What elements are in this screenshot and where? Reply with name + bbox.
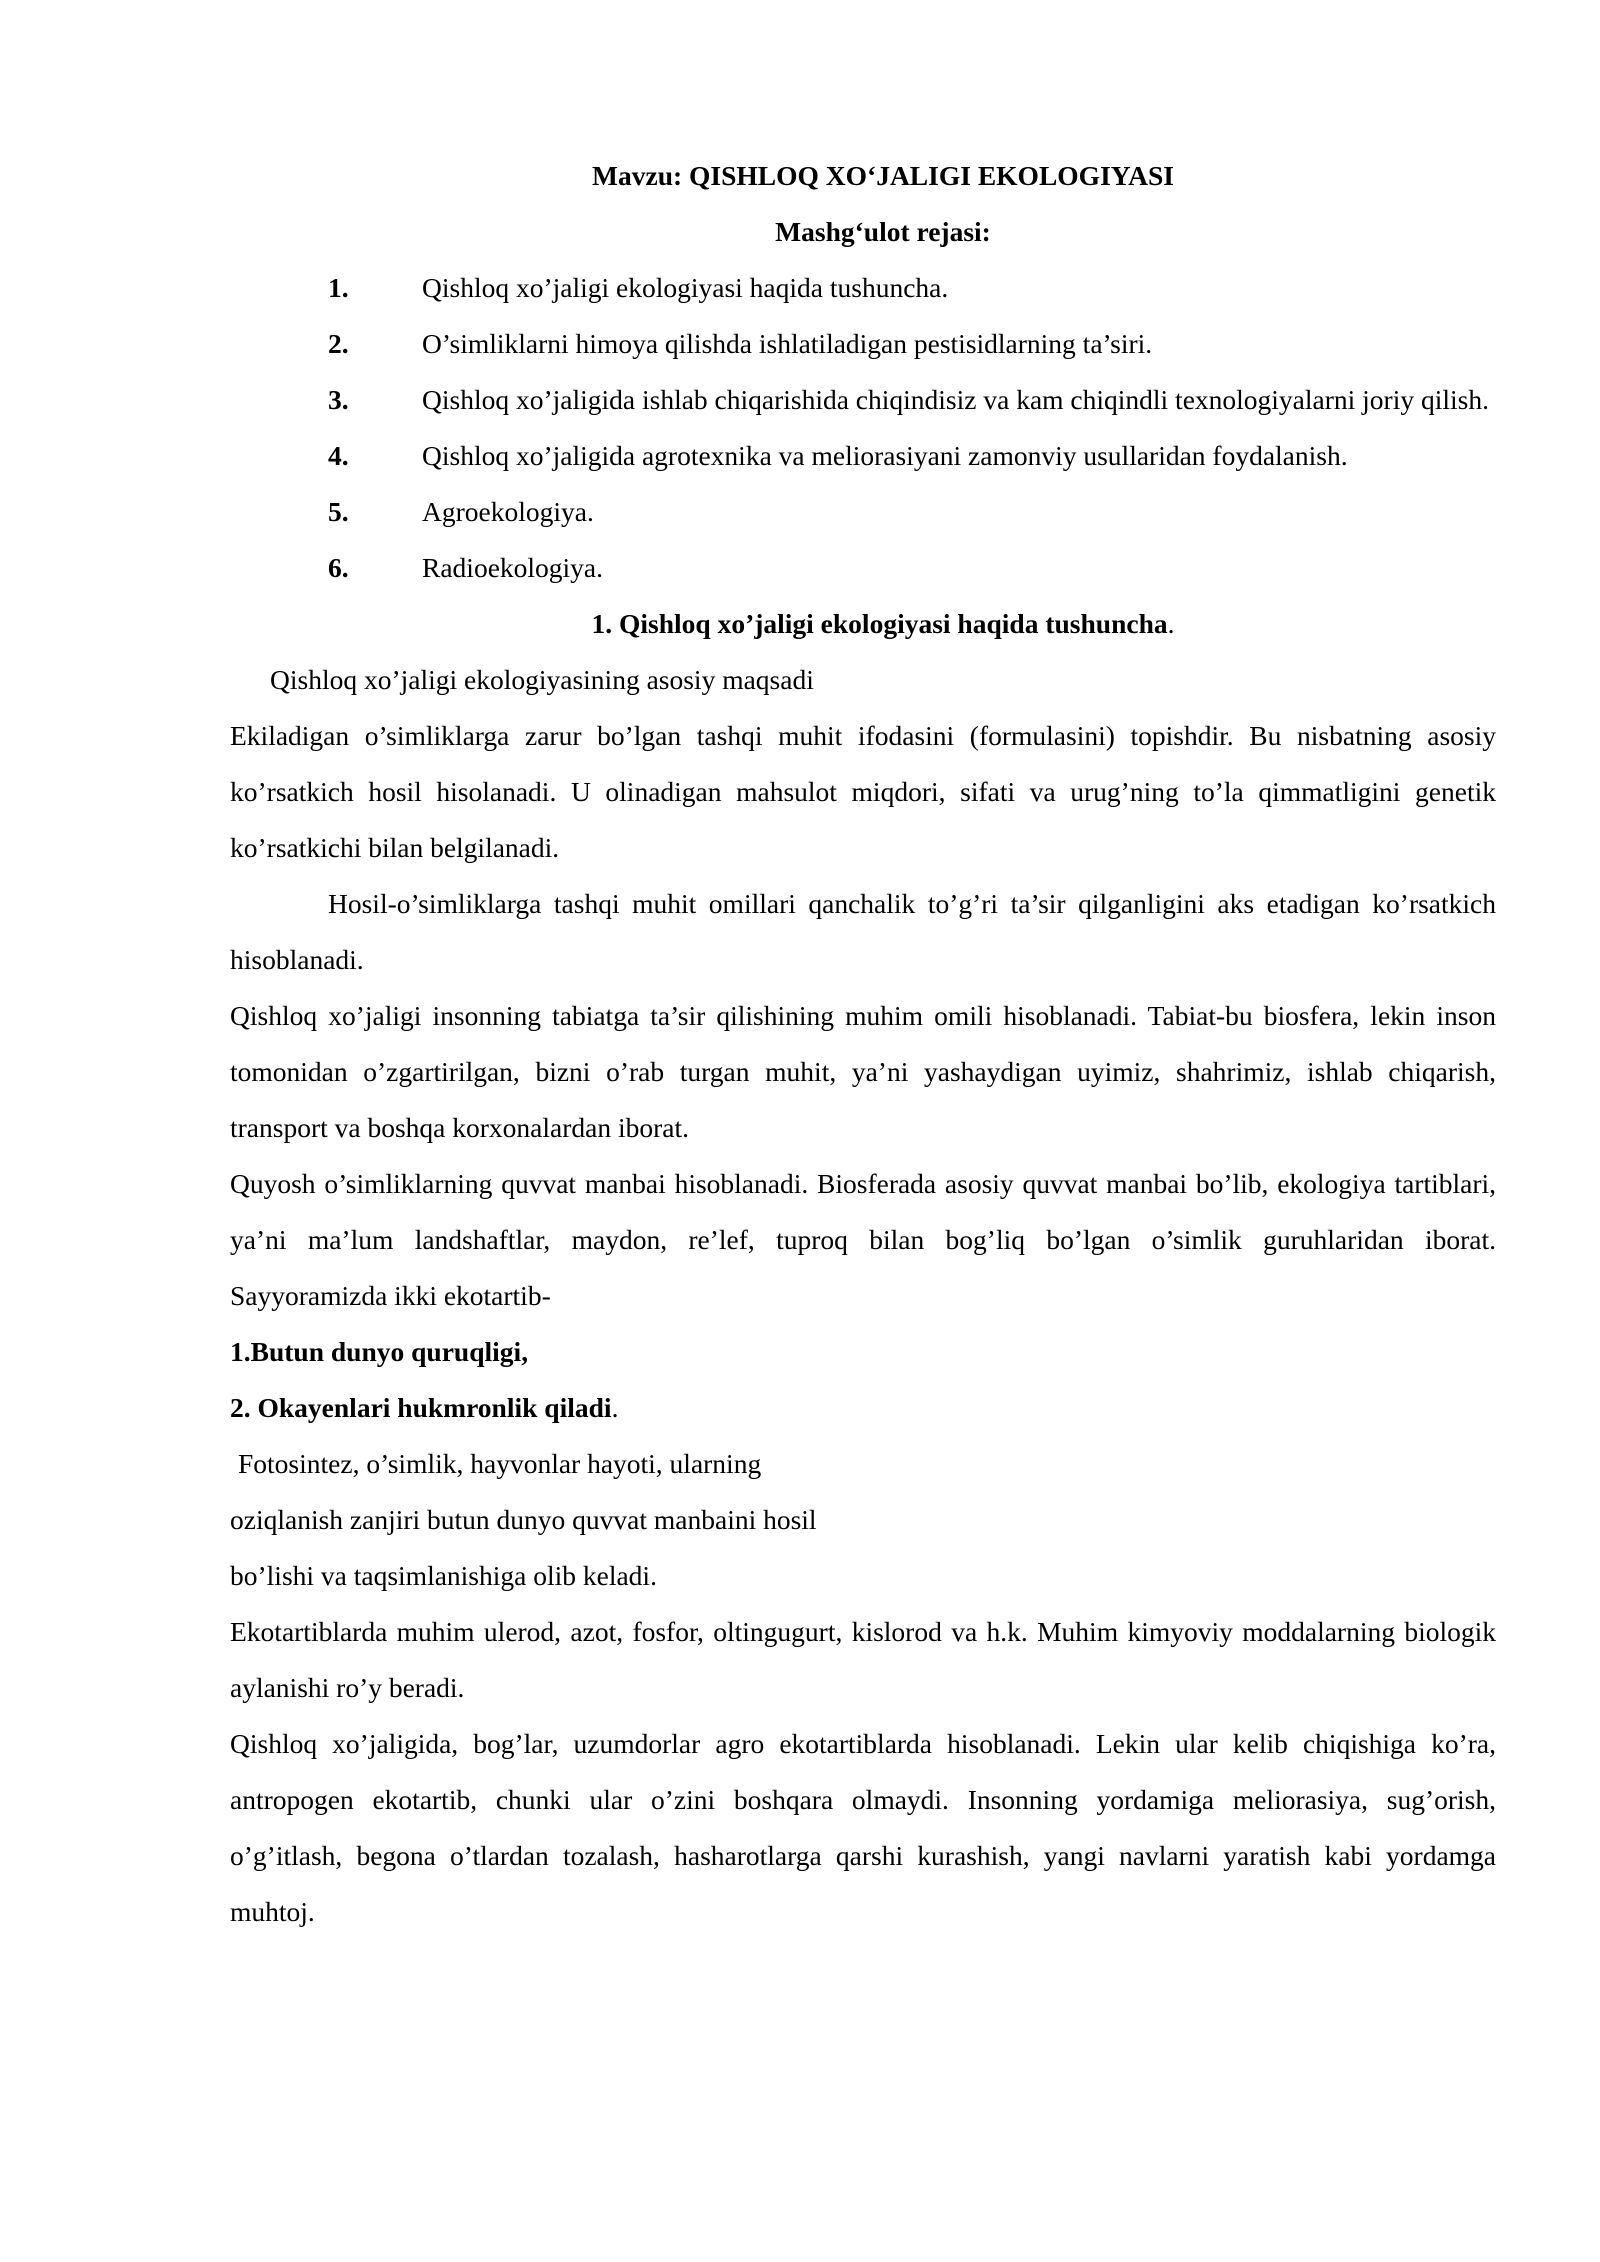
plan-item <box>328 540 1496 596</box>
plan-item <box>328 260 1496 316</box>
plan-item-number: 2. <box>328 328 349 359</box>
plan-item-number: 5. <box>328 496 349 527</box>
plan-list <box>230 260 1496 596</box>
bold-list-item: 1.Butun dunyo quruqligi, <box>230 1336 529 1367</box>
section-heading-dot: . <box>1167 608 1175 639</box>
document-page <box>230 148 1496 1940</box>
plan-item <box>328 484 1496 540</box>
plan-item-text: Qishloq xo’jaligida ishlab chiqarishida chiqindisiz va kam chiqindli texnologiyalarni joriy qilish. <box>422 384 1489 415</box>
plan-item-text: Agroekologiya. <box>422 496 594 527</box>
paragraph: Qishloq xo’jaligida, bog’lar, uzumdorlar agro ekotartiblarda hisoblanadi. Lekin ular kelib chiqishiga ko’ra, antropogen ekotartib, chunki ular o’zini boshqara olmaydi. Insonning yordamiga meliorasiya, sug’orish, o’g’itlash, begona o’tlardan tozalash, hasharotlarga qarshi kurashish, yangi navlarni yaratish kabi yordamga muhtoj. <box>230 1728 1496 1927</box>
plan-item <box>328 372 1496 428</box>
plan-item-text: Qishloq xo’jaligida agrotexnika va meliorasiyani zamonviy usullaridan foydalanish. <box>422 440 1348 471</box>
bold-list-item-text: 2. Okayenlari hukmronlik qiladi <box>230 1392 612 1423</box>
text-line: oziqlanish zanjiri butun dunyo quvvat manbaini hosil <box>230 1504 817 1535</box>
plan-item-text: Qishloq xo’jaligi ekologiyasi haqida tushuncha. <box>422 272 949 303</box>
section-heading-text: 1. Qishloq xo’jaligi ekologiyasi haqida tushuncha <box>591 608 1168 639</box>
text-line: Fotosintez, o’simlik, hayvonlar hayoti, ularning <box>238 1448 762 1479</box>
plan-item-text: O’simliklarni himoya qilishda ishlatiladigan pestisidlarning ta’siri. <box>422 328 1153 359</box>
bold-list-item-dot: . <box>611 1392 619 1423</box>
paragraph-intro: Qishloq xo’jaligi ekologiyasining asosiy maqsadi <box>270 664 814 695</box>
plan-item-number: 4. <box>328 440 349 471</box>
paragraph: Qishloq xo’jaligi insonning tabiatga ta’sir qilishining muhim omili hisoblanadi. Tabiat-bu biosfera, lekin inson tomonidan o’zgartirilgan, bizni o’rab turgan muhit, ya’ni yashaydigan uyimiz, shahrimiz, ishlab chiqarish, transport va boshqa korxonalardan iborat. <box>230 1000 1496 1143</box>
document-title: Mavzu: QISHLOQ XO‘JALIGI EKOLOGIYASI <box>592 160 1174 191</box>
bold-list-item-2 <box>230 1380 1496 1436</box>
plan-item <box>328 428 1496 484</box>
text-line: bo’lishi va taqsimlanishiga olib keladi. <box>230 1560 657 1591</box>
plan-item <box>328 316 1496 372</box>
plan-item-number: 6. <box>328 552 349 583</box>
paragraph: Quyosh o’simliklarning quvvat manbai hisoblanadi. Biosferada asosiy quvvat manbai bo’lib, ekologiya tartiblari, ya’ni ma’lum landshaftlar, maydon, re’lef, tuproq bilan bog’liq bo’lgan o’simlik guruhlaridan iborat. Sayyoramizda ikki ekotartib- <box>230 1168 1496 1311</box>
section-heading <box>270 596 1496 652</box>
paragraph: Hosil-o’simliklarga tashqi muhit omillari qanchalik to’g’ri ta’sir qilganligini aks etadigan ko’rsatkich hisoblanadi. <box>230 888 1496 975</box>
plan-item-text: Radioekologiya. <box>422 552 604 583</box>
paragraph: Ekiladigan o’simliklarga zarur bo’lgan tashqi muhit ifodasini (formulasini) topishdir. Bu nisbatning asosiy ko’rsatkich hosil hisolanadi. U olinadigan mahsulot miqdori, sifati va urug’ning to’la qimmatligini genetik ko’rsatkichi bilan belgilanadi. <box>230 720 1496 863</box>
plan-heading: Mashg‘ulot rejasi: <box>775 216 991 247</box>
plan-item-number: 1. <box>328 272 349 303</box>
plan-item-number: 3. <box>328 384 349 415</box>
paragraph: Ekotartiblarda muhim ulerod, azot, fosfor, oltingugurt, kislorod va h.k. Muhim kimyoviy moddalarning biologik aylanishi ro’y beradi. <box>230 1616 1496 1703</box>
